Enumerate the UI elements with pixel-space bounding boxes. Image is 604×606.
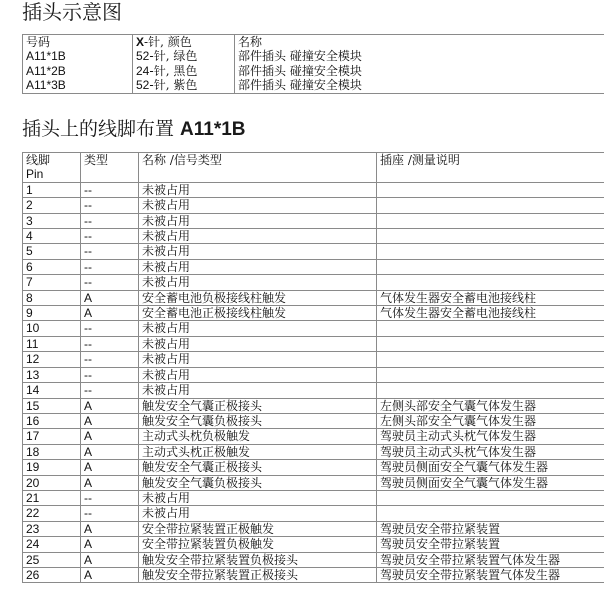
pin-socket: 驾驶员安全带拉紧装置 xyxy=(377,537,604,552)
pin-number: 2 xyxy=(23,198,81,213)
pin-type: -- xyxy=(81,321,139,336)
pin-type: A xyxy=(81,475,139,490)
connector-row xyxy=(23,49,604,63)
pin-number: 18 xyxy=(23,444,81,459)
pin-type: -- xyxy=(81,336,139,351)
col-header-socket-a: 插座 xyxy=(380,153,405,167)
pin-socket xyxy=(377,213,604,228)
pin-number: 13 xyxy=(23,367,81,382)
connector-name: 部件插头 碰撞安全模块 xyxy=(235,78,604,93)
pin-type: -- xyxy=(81,259,139,274)
pin-number: 24 xyxy=(23,537,81,552)
pin-type: A xyxy=(81,306,139,321)
connector-pins: 24-针, 黑色 xyxy=(133,64,235,78)
pin-row xyxy=(23,321,604,336)
pin-signal-name: 未被占用 xyxy=(139,506,377,521)
pin-type: A xyxy=(81,398,139,413)
pin-signal-name: 未被占用 xyxy=(139,229,377,244)
pin-type: -- xyxy=(81,352,139,367)
pin-row xyxy=(23,182,604,197)
pin-type: A xyxy=(81,444,139,459)
pin-socket: 驾驶员主动式头枕气体发生器 xyxy=(377,429,604,444)
pin-number: 14 xyxy=(23,383,81,398)
pin-type: A xyxy=(81,290,139,305)
pin-socket xyxy=(377,198,604,213)
col-header-socket xyxy=(377,153,604,183)
pin-row xyxy=(23,460,604,475)
pin-socket xyxy=(377,321,604,336)
pin-row xyxy=(23,506,604,521)
pin-socket: 驾驶员侧面安全气囊气体发生器 xyxy=(377,460,604,475)
pin-signal-name: 触发安全带拉紧装置正极接头 xyxy=(139,567,377,582)
pin-row xyxy=(23,290,604,305)
pin-signal-name: 触发安全带拉紧装置负极接头 xyxy=(139,552,377,567)
pin-row xyxy=(23,413,604,428)
col-header-pin xyxy=(23,153,81,183)
pin-row xyxy=(23,275,604,290)
pin-row xyxy=(23,367,604,382)
connector-code: A11*3B xyxy=(23,78,133,93)
connector-pins: 52-针, 绿色 xyxy=(133,49,235,63)
pin-row xyxy=(23,383,604,398)
pin-socket: 气体发生器安全蓄电池接线柱 xyxy=(377,306,604,321)
pin-row xyxy=(23,475,604,490)
pin-socket xyxy=(377,336,604,351)
pin-type: A xyxy=(81,537,139,552)
pin-row xyxy=(23,567,604,582)
pin-section-title-text: 插头上的线脚布置 xyxy=(22,118,175,140)
col-header-pins-x: X xyxy=(136,35,145,49)
pin-socket xyxy=(377,367,604,382)
pin-socket: 驾驶员安全带拉紧装置气体发生器 xyxy=(377,552,604,567)
pin-number: 21 xyxy=(23,490,81,505)
col-header-name: 名称 xyxy=(235,35,604,50)
pin-row xyxy=(23,537,604,552)
connector-row xyxy=(23,64,604,78)
connector-pin-count: 24 xyxy=(136,63,150,78)
pin-type: -- xyxy=(81,506,139,521)
pin-number: 5 xyxy=(23,244,81,259)
connector-name: 部件插头 碰撞安全模块 xyxy=(235,49,604,63)
col-header-signal-a: 名称 xyxy=(142,153,167,167)
pin-type: -- xyxy=(81,367,139,382)
col-header-pins xyxy=(133,35,235,50)
pin-socket: 驾驶员主动式头枕气体发生器 xyxy=(377,444,604,459)
pin-type: A xyxy=(81,413,139,428)
pin-socket xyxy=(377,352,604,367)
pin-type: A xyxy=(81,552,139,567)
pin-number: 11 xyxy=(23,336,81,351)
pin-signal-name: 未被占用 xyxy=(139,275,377,290)
pin-signal-name: 主动式头枕正极触发 xyxy=(139,444,377,459)
connector-color: 针, 绿色 xyxy=(153,49,198,64)
pin-row xyxy=(23,429,604,444)
pin-section-title xyxy=(22,116,246,143)
pin-type: -- xyxy=(81,182,139,197)
pin-signal-name: 安全带拉紧装置正极触发 xyxy=(139,521,377,536)
col-header-type: 类型 xyxy=(81,153,139,183)
pin-row xyxy=(23,352,604,367)
pin-type: -- xyxy=(81,490,139,505)
pin-table xyxy=(22,152,604,583)
pin-signal-name: 触发安全气囊负极接头 xyxy=(139,475,377,490)
col-header-pins-rest: -针, 颜色 xyxy=(144,35,192,49)
connector-color: 针, 黑色 xyxy=(153,63,198,78)
pin-section-code: A11*1B xyxy=(180,119,246,140)
pin-signal-name: 未被占用 xyxy=(139,383,377,398)
pin-socket: 左侧头部安全气囊气体发生器 xyxy=(377,413,604,428)
pin-socket xyxy=(377,244,604,259)
connector-header-row xyxy=(23,35,604,50)
pin-signal-name: 触发安全气囊负极接头 xyxy=(139,413,377,428)
pin-socket xyxy=(377,506,604,521)
pin-number: 10 xyxy=(23,321,81,336)
connector-table xyxy=(22,34,604,94)
pin-socket xyxy=(377,259,604,274)
pin-signal-name: 触发安全气囊正极接头 xyxy=(139,398,377,413)
pin-row xyxy=(23,398,604,413)
pin-signal-name: 安全带拉紧装置负极触发 xyxy=(139,537,377,552)
page-title: 插头示意图 xyxy=(22,0,122,24)
pin-number: 23 xyxy=(23,521,81,536)
connector-pin-count: 52 xyxy=(136,78,150,93)
pin-row xyxy=(23,213,604,228)
connector-pin-count: 52 xyxy=(136,49,150,64)
pin-number: 1 xyxy=(23,182,81,197)
pin-number: 16 xyxy=(23,413,81,428)
pin-socket xyxy=(377,275,604,290)
col-header-socket-b: /测量说明 xyxy=(407,153,460,167)
pin-socket xyxy=(377,383,604,398)
col-header-pin-en: Pin xyxy=(26,167,44,182)
pin-socket: 左侧头部安全气囊气体发生器 xyxy=(377,398,604,413)
pin-number: 25 xyxy=(23,552,81,567)
pin-socket: 驾驶员安全带拉紧装置气体发生器 xyxy=(377,567,604,582)
pin-type: -- xyxy=(81,198,139,213)
pin-number: 20 xyxy=(23,475,81,490)
pin-socket xyxy=(377,182,604,197)
pin-row xyxy=(23,244,604,259)
pin-signal-name: 未被占用 xyxy=(139,213,377,228)
pin-signal-name: 未被占用 xyxy=(139,336,377,351)
pin-type: -- xyxy=(81,383,139,398)
connector-row xyxy=(23,78,604,93)
pin-row xyxy=(23,444,604,459)
pin-signal-name: 触发安全气囊正极接头 xyxy=(139,460,377,475)
pin-number: 15 xyxy=(23,398,81,413)
pin-table-header xyxy=(23,153,604,183)
pin-number: 3 xyxy=(23,213,81,228)
pin-number: 9 xyxy=(23,306,81,321)
connector-name: 部件插头 碰撞安全模块 xyxy=(235,64,604,78)
connector-code: A11*2B xyxy=(23,64,133,78)
pin-signal-name: 未被占用 xyxy=(139,321,377,336)
col-header-signal xyxy=(139,153,377,183)
pin-socket xyxy=(377,490,604,505)
pin-signal-name: 未被占用 xyxy=(139,352,377,367)
connector-pins: 52-针, 紫色 xyxy=(133,78,235,93)
col-header-signal-b: /信号类型 xyxy=(169,153,222,167)
col-header-code: 号码 xyxy=(23,35,133,50)
pin-number: 26 xyxy=(23,567,81,582)
pin-number: 4 xyxy=(23,229,81,244)
pin-type: -- xyxy=(81,275,139,290)
pin-number: 12 xyxy=(23,352,81,367)
pin-signal-name: 未被占用 xyxy=(139,259,377,274)
pin-type: A xyxy=(81,429,139,444)
pin-signal-name: 未被占用 xyxy=(139,367,377,382)
pin-type: -- xyxy=(81,244,139,259)
pin-number: 7 xyxy=(23,275,81,290)
pin-number: 19 xyxy=(23,460,81,475)
pin-type: -- xyxy=(81,213,139,228)
pin-socket: 驾驶员安全带拉紧装置 xyxy=(377,521,604,536)
pin-type: A xyxy=(81,460,139,475)
pin-signal-name: 未被占用 xyxy=(139,490,377,505)
pin-row xyxy=(23,198,604,213)
pin-socket xyxy=(377,229,604,244)
pin-table-body xyxy=(23,182,604,583)
pin-row xyxy=(23,229,604,244)
pin-number: 8 xyxy=(23,290,81,305)
pin-socket: 驾驶员侧面安全气囊气体发生器 xyxy=(377,475,604,490)
pin-row xyxy=(23,306,604,321)
pin-signal-name: 未被占用 xyxy=(139,198,377,213)
col-header-pin-cn: 线脚 xyxy=(26,153,51,167)
pin-number: 6 xyxy=(23,259,81,274)
pin-signal-name: 安全蓄电池负极接线柱触发 xyxy=(139,290,377,305)
pin-socket: 气体发生器安全蓄电池接线柱 xyxy=(377,290,604,305)
pin-signal-name: 主动式头枕负极触发 xyxy=(139,429,377,444)
pin-type: A xyxy=(81,521,139,536)
connector-code: A11*1B xyxy=(23,49,133,63)
pin-row xyxy=(23,490,604,505)
pin-type: A xyxy=(81,567,139,582)
pin-row xyxy=(23,521,604,536)
pin-row xyxy=(23,259,604,274)
pin-number: 17 xyxy=(23,429,81,444)
connector-color: 针, 紫色 xyxy=(153,78,198,93)
pin-signal-name: 未被占用 xyxy=(139,244,377,259)
pin-signal-name: 未被占用 xyxy=(139,182,377,197)
pin-row xyxy=(23,336,604,351)
pin-type: -- xyxy=(81,229,139,244)
pin-row xyxy=(23,552,604,567)
pin-signal-name: 安全蓄电池正极接线柱触发 xyxy=(139,306,377,321)
pin-number: 22 xyxy=(23,506,81,521)
